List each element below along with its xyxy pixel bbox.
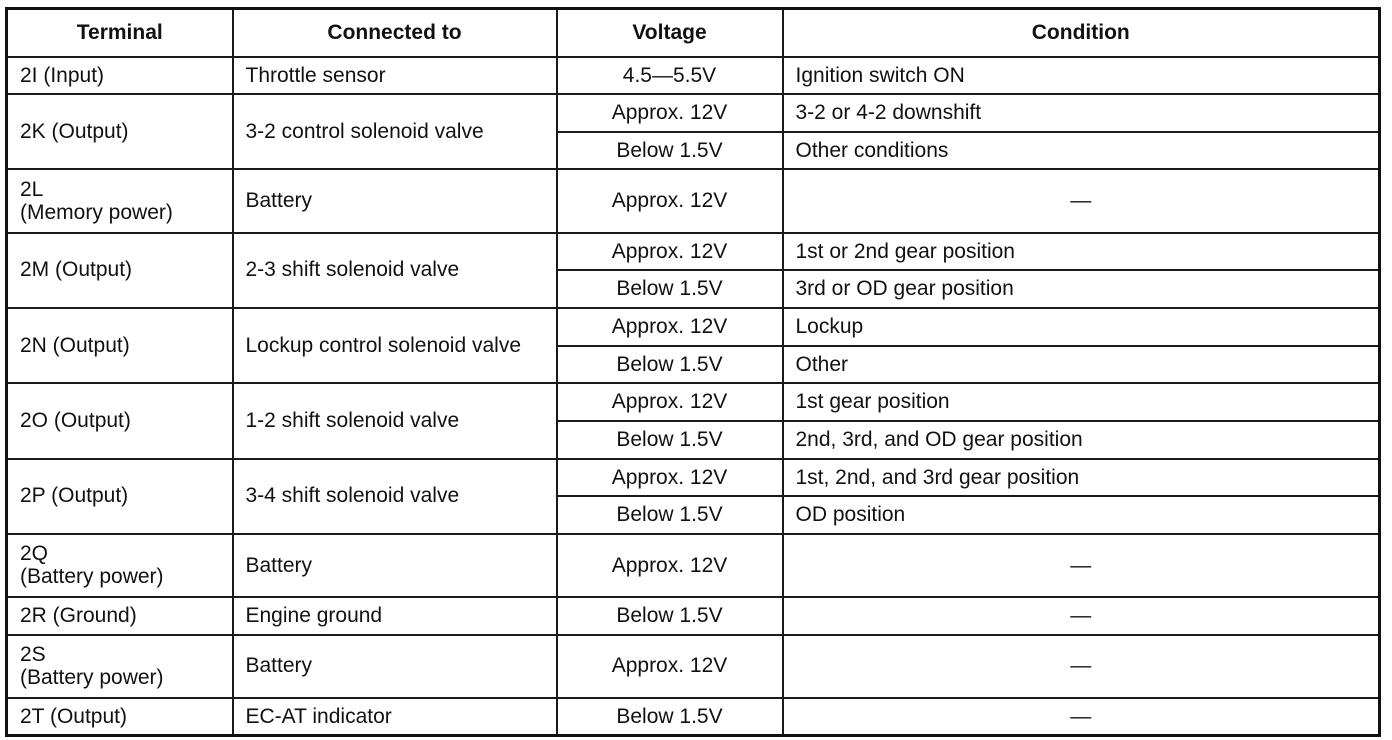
header-voltage: Voltage bbox=[557, 9, 783, 57]
connected-to-cell: Throttle sensor bbox=[233, 57, 557, 95]
terminal-voltage-table bbox=[5, 7, 1381, 737]
condition-cell: — bbox=[783, 169, 1380, 232]
table-body bbox=[7, 57, 1380, 736]
condition-cell: — bbox=[783, 635, 1380, 698]
table-row bbox=[7, 94, 1380, 132]
condition-cell: 1st or 2nd gear position bbox=[783, 233, 1380, 271]
table-row bbox=[7, 308, 1380, 346]
condition-cell: — bbox=[783, 597, 1380, 635]
terminal-cell bbox=[7, 383, 233, 458]
terminal-cell bbox=[7, 94, 233, 169]
condition-cell: Ignition switch ON bbox=[783, 57, 1380, 95]
terminal-label: (Battery power) bbox=[20, 565, 164, 589]
connected-to-cell: 3-2 control solenoid valve bbox=[233, 94, 557, 169]
voltage-cell: Below 1.5V bbox=[557, 132, 783, 170]
table-row bbox=[7, 57, 1380, 95]
table-row bbox=[7, 459, 1380, 497]
voltage-cell: Approx. 12V bbox=[557, 383, 783, 421]
terminal-label: 2O (Output) bbox=[20, 409, 131, 433]
terminal-label: 2I (Input) bbox=[20, 63, 105, 87]
voltage-cell: Approx. 12V bbox=[557, 459, 783, 497]
terminal-cell bbox=[7, 635, 233, 698]
terminal-cell bbox=[7, 698, 233, 736]
condition-cell: — bbox=[783, 534, 1380, 597]
condition-cell: — bbox=[783, 698, 1380, 736]
terminal-label: 2T (Output) bbox=[20, 704, 127, 728]
connected-to-cell: Battery bbox=[233, 635, 557, 698]
condition-cell: 3-2 or 4-2 downshift bbox=[783, 94, 1380, 132]
connected-to-cell: 1-2 shift solenoid valve bbox=[233, 383, 557, 458]
header-terminal: Terminal bbox=[7, 9, 233, 57]
table-row bbox=[7, 383, 1380, 421]
connected-to-cell: Lockup control solenoid valve bbox=[233, 308, 557, 383]
terminal-cell bbox=[7, 233, 233, 308]
voltage-cell: Below 1.5V bbox=[557, 346, 783, 384]
voltage-cell: Below 1.5V bbox=[557, 698, 783, 736]
terminal-cell bbox=[7, 308, 233, 383]
terminal-cell bbox=[7, 534, 233, 597]
terminal-label: 2K (Output) bbox=[20, 120, 129, 144]
connected-to-cell: 2-3 shift solenoid valve bbox=[233, 233, 557, 308]
voltage-cell: Approx. 12V bbox=[557, 94, 783, 132]
voltage-cell: Approx. 12V bbox=[557, 169, 783, 232]
voltage-cell: Approx. 12V bbox=[557, 308, 783, 346]
table-row bbox=[7, 597, 1380, 635]
terminal-label: 2S bbox=[20, 642, 46, 666]
condition-cell: 2nd, 3rd, and OD gear position bbox=[783, 421, 1380, 459]
terminal-label: (Battery power) bbox=[20, 666, 164, 690]
voltage-cell: Below 1.5V bbox=[557, 421, 783, 459]
voltage-cell: Below 1.5V bbox=[557, 496, 783, 534]
connected-to-cell: EC-AT indicator bbox=[233, 698, 557, 736]
voltage-cell: Below 1.5V bbox=[557, 597, 783, 635]
terminal-label: 2P (Output) bbox=[20, 484, 129, 508]
condition-cell: 1st, 2nd, and 3rd gear position bbox=[783, 459, 1380, 497]
header-condition: Condition bbox=[783, 9, 1380, 57]
terminal-cell bbox=[7, 57, 233, 95]
connected-to-cell: Battery bbox=[233, 534, 557, 597]
condition-cell: Other bbox=[783, 346, 1380, 384]
terminal-label: (Memory power) bbox=[20, 201, 173, 225]
table-row bbox=[7, 635, 1380, 698]
voltage-cell: Approx. 12V bbox=[557, 534, 783, 597]
connected-to-cell: 3-4 shift solenoid valve bbox=[233, 459, 557, 534]
voltage-cell: Approx. 12V bbox=[557, 635, 783, 698]
table-row bbox=[7, 534, 1380, 597]
terminal-label: 2Q bbox=[20, 541, 49, 565]
table-row bbox=[7, 698, 1380, 736]
condition-cell: Other conditions bbox=[783, 132, 1380, 170]
voltage-cell: Approx. 12V bbox=[557, 233, 783, 271]
terminal-cell bbox=[7, 597, 233, 635]
condition-cell: Lockup bbox=[783, 308, 1380, 346]
voltage-cell: Below 1.5V bbox=[557, 270, 783, 308]
table-row bbox=[7, 169, 1380, 232]
terminal-label: 2M (Output) bbox=[20, 258, 133, 282]
voltage-cell: 4.5—5.5V bbox=[557, 57, 783, 95]
condition-cell: 1st gear position bbox=[783, 383, 1380, 421]
terminal-label: 2N (Output) bbox=[20, 333, 130, 357]
terminal-label: 2L bbox=[20, 177, 44, 201]
condition-cell: OD position bbox=[783, 496, 1380, 534]
terminal-label: 2R (Ground) bbox=[20, 604, 137, 627]
table-row bbox=[7, 233, 1380, 271]
connected-to-cell: Battery bbox=[233, 169, 557, 232]
header-row bbox=[7, 9, 1380, 57]
connected-to-cell: Engine ground bbox=[233, 597, 557, 635]
condition-cell: 3rd or OD gear position bbox=[783, 270, 1380, 308]
terminal-cell bbox=[7, 169, 233, 232]
header-connected-to: Connected to bbox=[233, 9, 557, 57]
terminal-cell bbox=[7, 459, 233, 534]
table-header bbox=[7, 9, 1380, 57]
